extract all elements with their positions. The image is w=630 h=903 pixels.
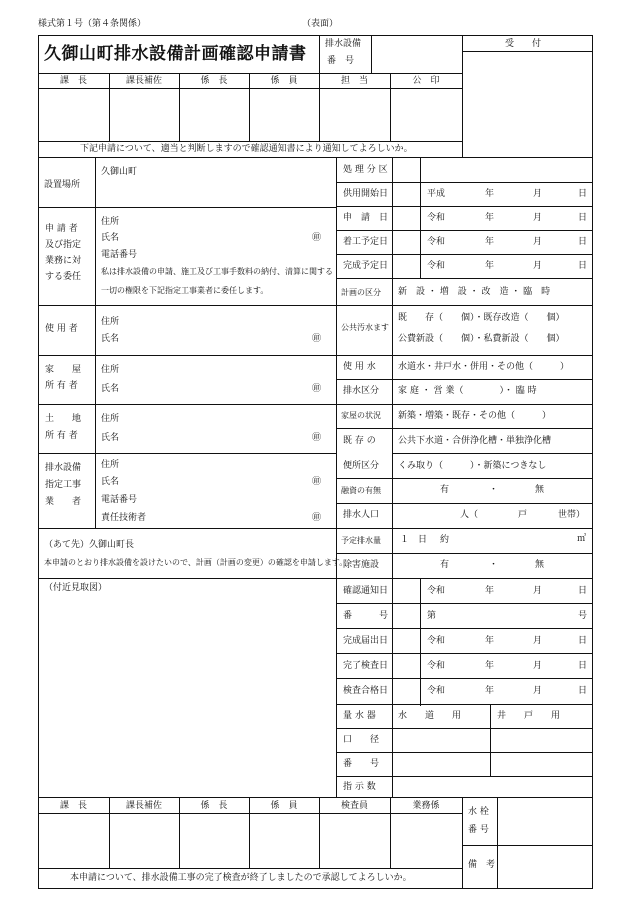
day-unit: 日 [578, 636, 588, 646]
population-label: 排水人口 [343, 510, 380, 520]
financing-dot: ・ [489, 485, 499, 495]
approx-label: 約 [440, 535, 450, 545]
bottom-notice: 本申請について、排水設備工事の完了検査が終了しましたので承認してよろしいか。 [70, 873, 412, 883]
start-date-label: 供用開始日 [343, 189, 389, 199]
location-label: 設置場所 [44, 180, 81, 190]
applicant-address-label: 住所 [101, 217, 120, 227]
reading-label: 指 示 数 [343, 782, 376, 792]
public-basin-label: 公共汚水ます [341, 323, 389, 332]
drain-number-label-2: 番 号 [327, 56, 355, 66]
pretreat-label: 除害施設 [343, 560, 380, 570]
applicant-label-2: 及び指定 [45, 240, 82, 250]
location-value[interactable]: 久御山町 [101, 167, 138, 177]
confirm-date-label: 確認通知日 [343, 586, 389, 596]
zone-label: 処 理 分 区 [343, 165, 388, 175]
complete-era: 令和 [427, 636, 446, 646]
pretreat-dot: ・ [489, 560, 499, 570]
meter-label: 量 水 器 [343, 711, 376, 721]
applicant-label-4: する委任 [45, 272, 82, 282]
drain-number-label-1: 排水設備 [325, 39, 362, 49]
cubic-unit: ㎥ [577, 534, 587, 544]
hydrant-label-2: 番 号 [468, 825, 489, 835]
pass-date-label: 検査合格日 [343, 686, 389, 696]
month-unit: 月 [533, 636, 543, 646]
delegation-text-2: 一切の権限を下記指定工事業者に委任します。 [101, 286, 269, 295]
inspect-era: 令和 [427, 661, 446, 671]
year-unit: 年 [485, 661, 495, 671]
plan-options[interactable]: 新 設 ・ 増 設 ・ 改 造 ・ 臨 時 [398, 287, 551, 297]
land-owner-label-1: 土 地 [45, 414, 82, 424]
request-text: 本申請のとおり排水設備を設けたいので、計画（計画の変更）の確認を申請します。 [44, 558, 348, 567]
approval-bottom-2: 課長補佐 [125, 801, 162, 811]
contractor-phone-label: 電話番号 [101, 495, 138, 505]
engineer-label: 責任技術者 [101, 513, 147, 523]
reception-label: 受 付 [505, 39, 542, 49]
pretreat-no[interactable]: 無 [535, 560, 545, 570]
toilet-label: 便所区分 [343, 461, 380, 471]
year-unit: 年 [485, 686, 495, 696]
apply-era: 令和 [427, 213, 446, 223]
delegation-text-1: 私は排水設備の申請、施工及び工事手数料の納付、清算に関する [101, 267, 333, 276]
approval-bottom-5: 検査員 [340, 801, 368, 811]
complete-date-label: 完成届出日 [343, 636, 389, 646]
side-label: （表面） [302, 19, 339, 29]
applicant-label-1: 申 請 者 [45, 224, 78, 234]
work-start-era: 令和 [427, 237, 446, 247]
month-unit: 月 [533, 686, 543, 696]
city-water-label: 水 道 用 [398, 711, 462, 721]
month-unit: 月 [533, 189, 543, 199]
oneday-label: １ 日 [400, 535, 428, 545]
month-unit: 月 [533, 237, 543, 247]
applicant-label-3: 業務に対 [45, 256, 82, 266]
owner-name-label: 氏名 [101, 384, 120, 394]
confirm-era: 令和 [427, 586, 446, 596]
water-use-label: 使 用 水 [343, 362, 376, 372]
seal-mark: ㊞ [312, 477, 322, 487]
day-unit: 日 [578, 237, 588, 247]
user-label: 使 用 者 [45, 324, 78, 334]
house-owner-label-1: 家 屋 [45, 365, 82, 375]
basin-row-1[interactable]: 既 存（ 個）・既存改造（ 個） [398, 313, 565, 323]
go-suffix: 号 [578, 611, 588, 621]
existing-label: 既 存 の [343, 436, 376, 446]
discharge-label: 予定排水量 [341, 536, 381, 545]
month-unit: 月 [533, 661, 543, 671]
year-unit: 年 [485, 261, 495, 271]
toilet-row-1[interactable]: 公共下水道・合併浄化槽・単独浄化槽 [398, 436, 552, 446]
applicant-phone-label: 電話番号 [101, 250, 138, 260]
seal-mark: ㊞ [312, 384, 322, 394]
drain-options[interactable]: 家 庭 ・ 営 業（ ）・ 臨 時 [398, 386, 537, 396]
start-era: 平成 [427, 189, 446, 199]
year-unit: 年 [485, 189, 495, 199]
financing-label: 融資の有無 [341, 486, 381, 495]
day-unit: 日 [578, 586, 588, 596]
bore-label: 口 径 [343, 735, 380, 745]
house-owner-label-2: 所 有 者 [45, 381, 78, 391]
basin-row-2[interactable]: 公費新設（ 個）・私費新設（ 個） [398, 334, 565, 344]
well-label: 井 戸 用 [497, 711, 561, 721]
work-start-label: 着工予定日 [343, 237, 389, 247]
seal-mark: ㊞ [312, 513, 322, 523]
household-unit: 戸 [518, 510, 528, 520]
approval-top-5: 担 当 [340, 76, 368, 86]
remarks-label: 備 考 [468, 860, 496, 870]
approval-top-4: 係 員 [270, 76, 298, 86]
land-address-label: 住所 [101, 414, 120, 424]
approval-top-2: 課長補佐 [125, 76, 162, 86]
day-unit: 日 [578, 213, 588, 223]
approval-bottom-3: 係 長 [200, 801, 228, 811]
work-end-label: 完成予定日 [343, 261, 389, 271]
land-owner-label-2: 所 有 者 [45, 431, 78, 441]
year-unit: 年 [485, 586, 495, 596]
map-label: （付近見取図） [44, 583, 108, 593]
water-options[interactable]: 水道水・井戸水・併用・その他（ ） [398, 362, 570, 372]
day-unit: 日 [578, 661, 588, 671]
contractor-name-label: 氏名 [101, 477, 120, 487]
house-status-label: 家屋の状況 [341, 411, 381, 420]
contractor-label-3: 業 者 [45, 497, 82, 507]
month-unit: 月 [533, 213, 543, 223]
year-unit: 年 [485, 213, 495, 223]
approval-bottom-4: 係 員 [270, 801, 298, 811]
reception-stamp-area[interactable] [463, 52, 592, 156]
contractor-label-2: 指定工事 [45, 480, 82, 490]
land-name-label: 氏名 [101, 433, 120, 443]
addressee: （あて先）久御山町長 [44, 540, 135, 550]
approval-top-3: 係 長 [200, 76, 228, 86]
approval-bottom-6: 業務係 [412, 801, 440, 811]
year-unit: 年 [485, 237, 495, 247]
plan-type-label: 計画の区分 [341, 288, 381, 297]
pretreat-yes[interactable]: 有 [440, 560, 450, 570]
drain-type-label: 排水区分 [343, 386, 380, 396]
toilet-row-2[interactable]: くみ取り（ ）・新築につきなし [398, 461, 547, 471]
owner-address-label: 住所 [101, 365, 120, 375]
contractor-address-label: 住所 [101, 460, 120, 470]
contractor-label-1: 排水設備 [45, 463, 82, 473]
financing-yes[interactable]: 有 [440, 485, 450, 495]
approval-top-1: 課 長 [59, 76, 87, 86]
month-unit: 月 [533, 586, 543, 596]
user-address-label: 住所 [101, 317, 120, 327]
dai-prefix: 第 [427, 611, 437, 621]
day-unit: 日 [578, 686, 588, 696]
people-unit: 人（ [460, 510, 479, 520]
month-unit: 月 [533, 261, 543, 271]
form-number: 様式第１号（第４条関係） [38, 19, 147, 29]
seal-mark: ㊞ [312, 433, 322, 443]
seal-mark: ㊞ [312, 334, 322, 344]
inspect-date-label: 完了検査日 [343, 661, 389, 671]
day-unit: 日 [578, 261, 588, 271]
applicant-name-label: 氏名 [101, 233, 120, 243]
pass-era: 令和 [427, 686, 446, 696]
meter-number-label: 番 号 [343, 759, 380, 769]
user-name-label: 氏名 [101, 334, 120, 344]
approval-top-6: 公 印 [412, 76, 440, 86]
map-area[interactable] [40, 596, 334, 794]
seal-mark: ㊞ [312, 233, 322, 243]
drain-number-field[interactable] [372, 36, 461, 72]
house-options[interactable]: 新築・増築・既存・その他（ ） [398, 411, 552, 421]
approval-bottom-1: 課 長 [59, 801, 87, 811]
work-end-era: 令和 [427, 261, 446, 271]
number-label: 番 号 [343, 611, 389, 621]
hydrant-label-1: 水 栓 [468, 807, 489, 817]
top-notice: 下記申請について、適当と判断しますので確認通知書により通知してよろしいか。 [80, 144, 413, 154]
setai-unit: 世帯） [558, 510, 586, 520]
year-unit: 年 [485, 636, 495, 646]
apply-date-label: 申 請 日 [343, 213, 389, 223]
form-title: 久御山町排水設備計画確認申請書 [44, 44, 307, 64]
financing-no[interactable]: 無 [535, 485, 545, 495]
day-unit: 日 [578, 189, 588, 199]
